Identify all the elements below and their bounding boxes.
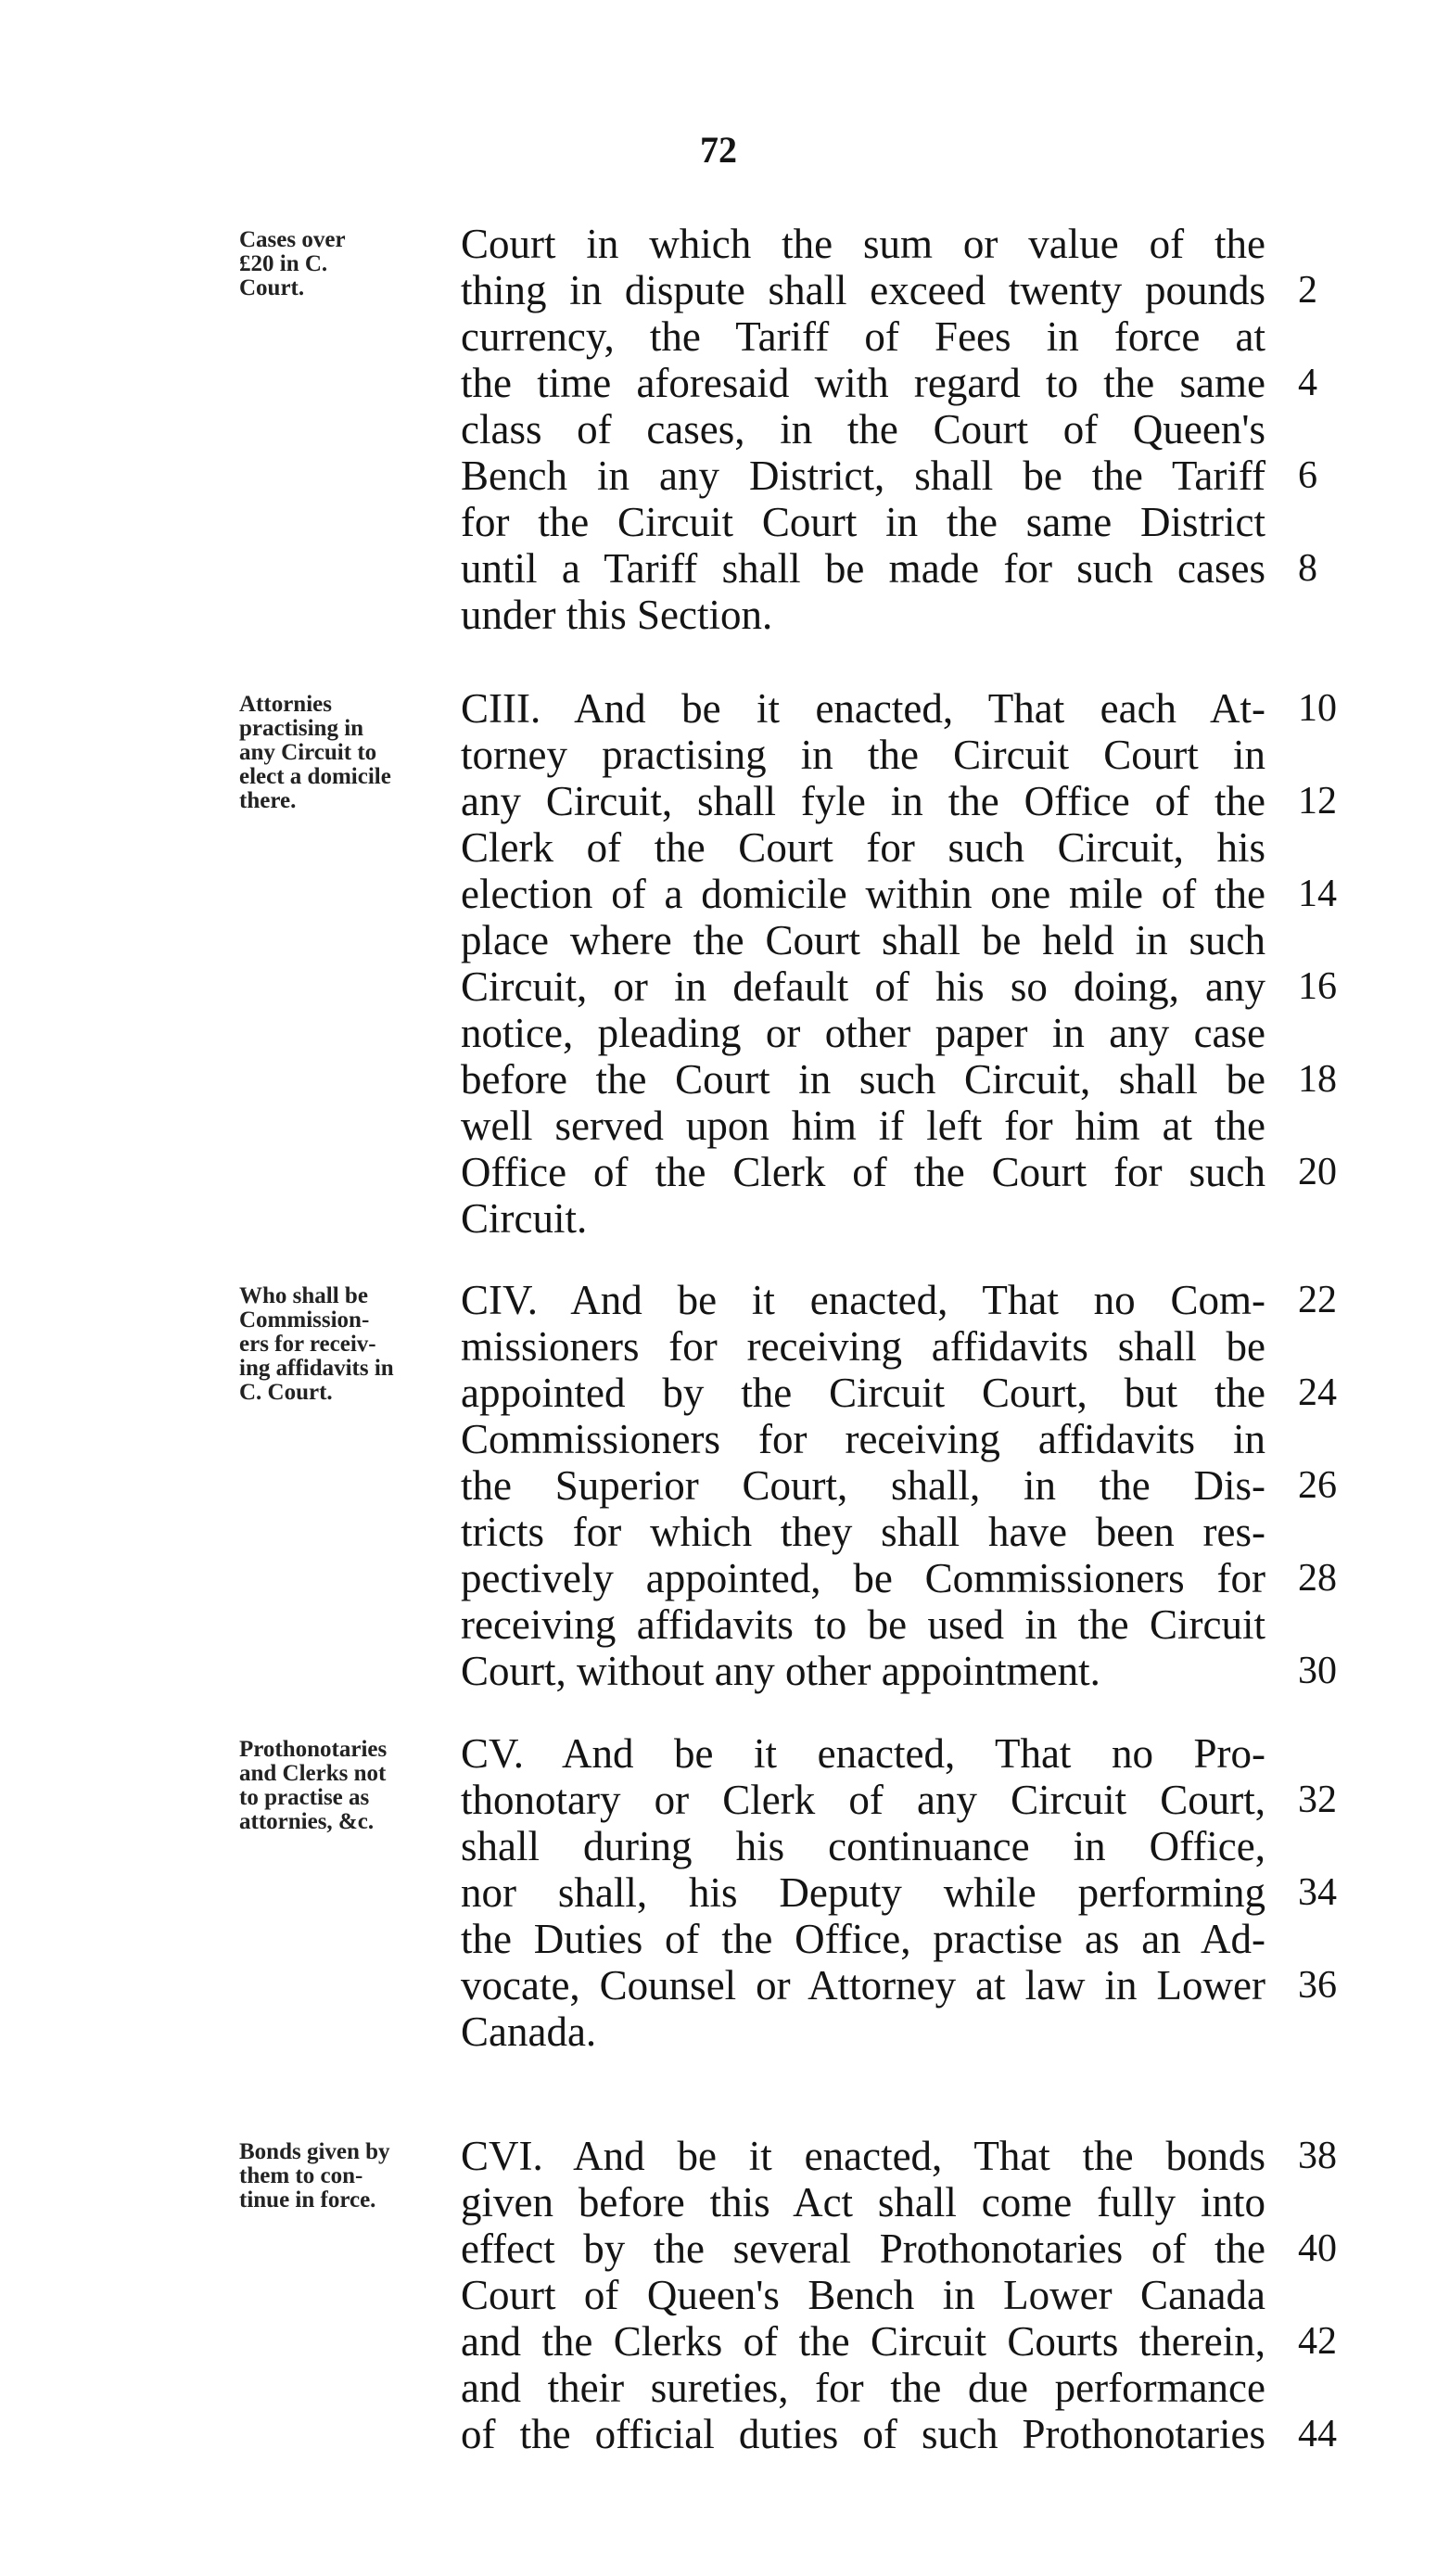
- margin-note-line: £20 in C.: [239, 251, 328, 276]
- text-line: thing in dispute shall exceed twenty pounds: [461, 267, 1265, 313]
- section-body: [461, 221, 1317, 638]
- line-number: 16: [1298, 965, 1337, 1008]
- text-line: receiving affidavits to be used in the Circuit: [461, 1601, 1265, 1648]
- text-line: election of a domicile within one mile of the: [461, 871, 1265, 917]
- text-line: effect by the several Prothonotaries of the: [461, 2225, 1265, 2272]
- text-line: place where the Court shall be held in such: [461, 917, 1265, 963]
- line-number: 2: [1298, 269, 1317, 312]
- section-body: [461, 1730, 1337, 2055]
- text-line: torney practising in the Circuit Court in: [461, 732, 1265, 778]
- text-line: Commissioners for receiving affidavits in: [461, 1416, 1265, 1462]
- line-number: 30: [1298, 1650, 1337, 1692]
- text-line: currency, the Tariff of Fees in force at: [461, 313, 1265, 360]
- line-number: 20: [1298, 1151, 1337, 1193]
- line-number: 14: [1298, 873, 1337, 915]
- margin-note-line: Who shall be: [239, 1283, 368, 1308]
- text-line: well served upon him if left for him at the: [461, 1103, 1265, 1149]
- text-line: Clerk of the Court for such Circuit, his: [461, 824, 1265, 871]
- margin-note-line: tinue in force.: [239, 2187, 376, 2213]
- line-number: 34: [1298, 1871, 1337, 1914]
- text-line: the Duties of the Office, practise as an Ad-: [461, 1916, 1265, 1962]
- margin-note-line: Commission-: [239, 1307, 370, 1333]
- text-line: CV. And be it enacted, That no Pro-: [461, 1730, 1265, 1777]
- margin-note: [239, 2140, 448, 2213]
- text-line: Canada.: [461, 2009, 597, 2055]
- margin-note-line: practising in: [239, 716, 364, 741]
- margin-note: [239, 693, 448, 813]
- margin-note: [239, 228, 448, 300]
- margin-note-line: Cases over: [239, 227, 346, 252]
- text-line: of the official duties of such Prothonotaries: [461, 2411, 1265, 2457]
- text-line: CIV. And be it enacted, That no Com-: [461, 1277, 1265, 1323]
- text-line: Circuit, or in default of his so doing, any: [461, 963, 1265, 1010]
- text-line: tricts for which they shall have been res-: [461, 1509, 1265, 1555]
- text-line: Court of Queen's Bench in Lower Canada: [461, 2272, 1265, 2318]
- text-line: class of cases, in the Court of Queen's: [461, 406, 1265, 453]
- margin-note-line: to practise as: [239, 1785, 370, 1810]
- line-number: 10: [1298, 687, 1337, 730]
- margin-note-line: C. Court.: [239, 1380, 333, 1405]
- margin-note-line: Attornies: [239, 692, 332, 717]
- text-line: Circuit.: [461, 1195, 588, 1242]
- text-line: and their sureties, for the due performance: [461, 2365, 1265, 2411]
- margin-note-line: attornies, &c.: [239, 1809, 375, 1834]
- text-line: thonotary or Clerk of any Circuit Court,: [461, 1777, 1265, 1823]
- text-line: nor shall, his Deputy while performing: [461, 1869, 1265, 1916]
- text-line: Bench in any District, shall be the Tariff: [461, 453, 1265, 499]
- line-number: 28: [1298, 1557, 1337, 1600]
- margin-note-line: Prothonotaries: [239, 1737, 388, 1762]
- text-line: appointed by the Circuit Court, but the: [461, 1370, 1265, 1416]
- margin-note: [239, 1738, 448, 1834]
- text-line: vocate, Counsel or Attorney at law in Lower: [461, 1962, 1265, 2009]
- text-line: and the Clerks of the Circuit Courts therein,: [461, 2318, 1265, 2365]
- text-line: Office of the Clerk of the Court for such: [461, 1149, 1265, 1195]
- text-line: Court, without any other appointment.: [461, 1648, 1100, 1694]
- section-body: [461, 2133, 1337, 2457]
- text-line: the time aforesaid with regard to the same: [461, 360, 1265, 406]
- text-line: given before this Act shall come fully into: [461, 2179, 1265, 2225]
- line-number: 18: [1298, 1058, 1337, 1101]
- text-line: Court in which the sum or value of the: [461, 221, 1265, 267]
- margin-note-line: Bonds given by: [239, 2139, 390, 2164]
- line-number: 26: [1298, 1464, 1337, 1507]
- text-line: missioners for receiving affidavits shall be: [461, 1323, 1265, 1370]
- section-body: [461, 685, 1337, 1242]
- text-line: shall during his continuance in Office,: [461, 1823, 1265, 1869]
- margin-note-line: and Clerks not: [239, 1761, 387, 1786]
- margin-note-line: Court.: [239, 275, 305, 300]
- margin-note-line: ing affidavits in: [239, 1356, 394, 1381]
- line-number: 12: [1298, 780, 1337, 823]
- margin-note-line: ers for receiv-: [239, 1332, 376, 1357]
- text-line: for the Circuit Court in the same District: [461, 499, 1265, 545]
- line-number: 42: [1298, 2320, 1337, 2363]
- text-line: CIII. And be it enacted, That each At-: [461, 685, 1265, 732]
- text-line: until a Tariff shall be made for such cases: [461, 545, 1265, 592]
- text-line: notice, pleading or other paper in any case: [461, 1010, 1265, 1056]
- page-number: 72: [700, 129, 737, 171]
- text-line: the Superior Court, shall, in the Dis-: [461, 1462, 1265, 1509]
- margin-note-line: them to con-: [239, 2163, 363, 2188]
- text-line: under this Section.: [461, 592, 773, 638]
- margin-note-line: elect a domicile: [239, 764, 391, 789]
- line-number: 32: [1298, 1779, 1337, 1821]
- text-line: CVI. And be it enacted, That the bonds: [461, 2133, 1265, 2179]
- text-line: any Circuit, shall fyle in the Office of the: [461, 778, 1265, 824]
- line-number: 38: [1298, 2135, 1337, 2177]
- line-number: 6: [1298, 454, 1317, 497]
- text-line: pectively appointed, be Commissioners for: [461, 1555, 1265, 1601]
- line-number: 24: [1298, 1371, 1337, 1414]
- line-number: 40: [1298, 2227, 1337, 2270]
- margin-note-line: there.: [239, 788, 297, 813]
- margin-note-line: any Circuit to: [239, 740, 377, 765]
- line-number: 8: [1298, 547, 1317, 590]
- line-number: 36: [1298, 1964, 1337, 2007]
- line-number: 44: [1298, 2413, 1337, 2455]
- text-line: before the Court in such Circuit, shall be: [461, 1056, 1265, 1103]
- margin-note: [239, 1284, 448, 1405]
- line-number: 22: [1298, 1279, 1337, 1321]
- line-number: 4: [1298, 362, 1317, 404]
- section-body: [461, 1277, 1337, 1694]
